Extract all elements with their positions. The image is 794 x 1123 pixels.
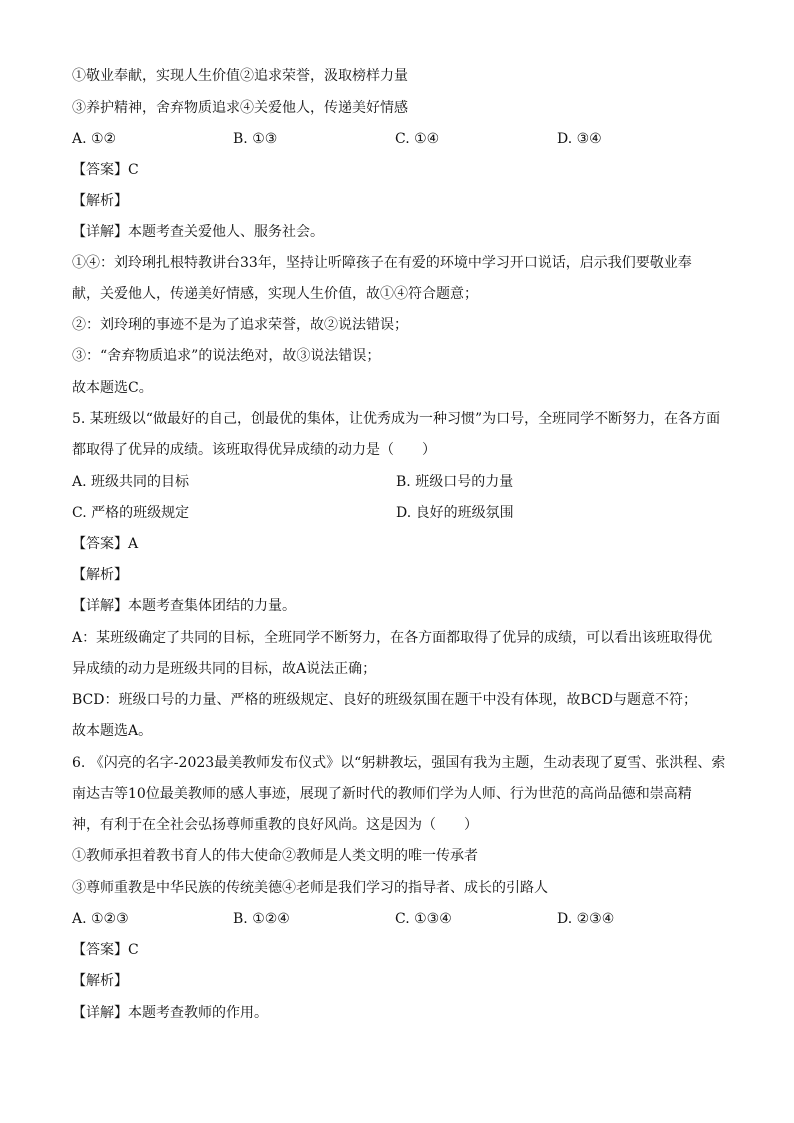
q4-detail: 【详解】本题考查关爱他人、服务社会。 xyxy=(72,224,324,240)
q6-option-c: C. ①③④ xyxy=(395,911,452,927)
q6-statements-1-2: ①教师承担着教书育人的伟大使命②教师是人类文明的唯一传承者 xyxy=(72,848,478,864)
q4-option-d: D. ③④ xyxy=(557,131,602,147)
q5-option-a: A. 班级共同的目标 xyxy=(72,474,190,490)
q6-stem-line: 神，有利于在全社会弘扬尊师重教的良好风尚。这是因为（ ） xyxy=(72,817,478,833)
q4-answer: 【答案】C xyxy=(72,162,139,178)
q5-stem-line: 5. 某班级以“做最好的自己，创最优的集体，让优秀成为一种习惯”为口号，全班同学不断努力，在各方面 xyxy=(72,411,721,427)
q5-explanation-line: A：某班级确定了共同的目标，全班同学不断努力，在各方面都取得了优异的成绩，可以看出该班取得优 xyxy=(72,630,713,646)
q5-explanation-line: BCD：班级口号的力量、严格的班级规定、良好的班级氛围在题干中没有体现，故BCD与题意不符； xyxy=(72,692,697,708)
q5-option-b: B. 班级口号的力量 xyxy=(396,474,514,490)
q4-conclusion: 故本题选C。 xyxy=(72,380,153,396)
q6-answer: 【答案】C xyxy=(72,942,139,958)
q5-option-d: D. 良好的班级氛围 xyxy=(396,505,514,521)
q4-option-b: B. ①③ xyxy=(233,131,278,147)
q6-statements-3-4: ③尊师重教是中华民族的传统美德④老师是我们学习的指导者、成长的引路人 xyxy=(72,880,548,896)
q4-analysis-label: 【解析】 xyxy=(72,193,128,209)
q4-explanation-line: ①④：刘玲琍扎根特教讲台33年，坚持让听障孩子在有爱的环境中学习开口说话，启示我们要敬业奉 xyxy=(72,255,692,271)
q5-conclusion: 故本题选A。 xyxy=(72,723,153,739)
q6-option-a: A. ①②③ xyxy=(72,911,129,927)
q5-explanation-line: 异成绩的动力是班级共同的目标，故A说法正确； xyxy=(72,661,377,677)
q5-answer: 【答案】A xyxy=(72,536,139,552)
q4-explanation-line: ③：“舍弃物质追求”的说法绝对，故③说法错误； xyxy=(72,348,381,364)
q4-explanation-line: 献，关爱他人，传递美好情感，实现人生价值，故①④符合题意； xyxy=(72,286,478,302)
q5-stem-line: 都取得了优异的成绩。该班取得优异成绩的动力是（ ） xyxy=(72,442,436,458)
q4-statements-3-4: ③养护精神，舍弃物质追求④关爱他人，传递美好情感 xyxy=(72,100,408,116)
q6-option-d: D. ②③④ xyxy=(557,911,615,927)
q4-statements-1-2: ①敬业奉献，实现人生价值②追求荣誉，汲取榜样力量 xyxy=(72,68,408,84)
q5-detail: 【详解】本题考查集体团结的力量。 xyxy=(72,598,296,614)
q6-stem-line: 南达吉等10位最美教师的感人事迹，展现了新时代的教师们学为人师、行为世范的高尚品德和崇高精 xyxy=(72,786,692,802)
q4-option-c: C. ①④ xyxy=(395,131,440,147)
q5-option-c: C. 严格的班级规定 xyxy=(72,505,190,521)
q5-analysis-label: 【解析】 xyxy=(72,567,128,583)
q6-stem-line: 6. 《闪亮的名字-2023最美教师发布仪式》以“躬耕教坛，强国有我为主题，生动表现了夏雪、张洪程、索 xyxy=(72,755,726,771)
q6-option-b: B. ①②④ xyxy=(233,911,290,927)
q6-detail: 【详解】本题考查教师的作用。 xyxy=(72,1005,268,1021)
q4-option-a: A. ①② xyxy=(72,131,117,147)
q6-analysis-label: 【解析】 xyxy=(72,973,128,989)
q4-explanation-line: ②：刘玲琍的事迹不是为了追求荣誉，故②说法错误； xyxy=(72,317,408,333)
